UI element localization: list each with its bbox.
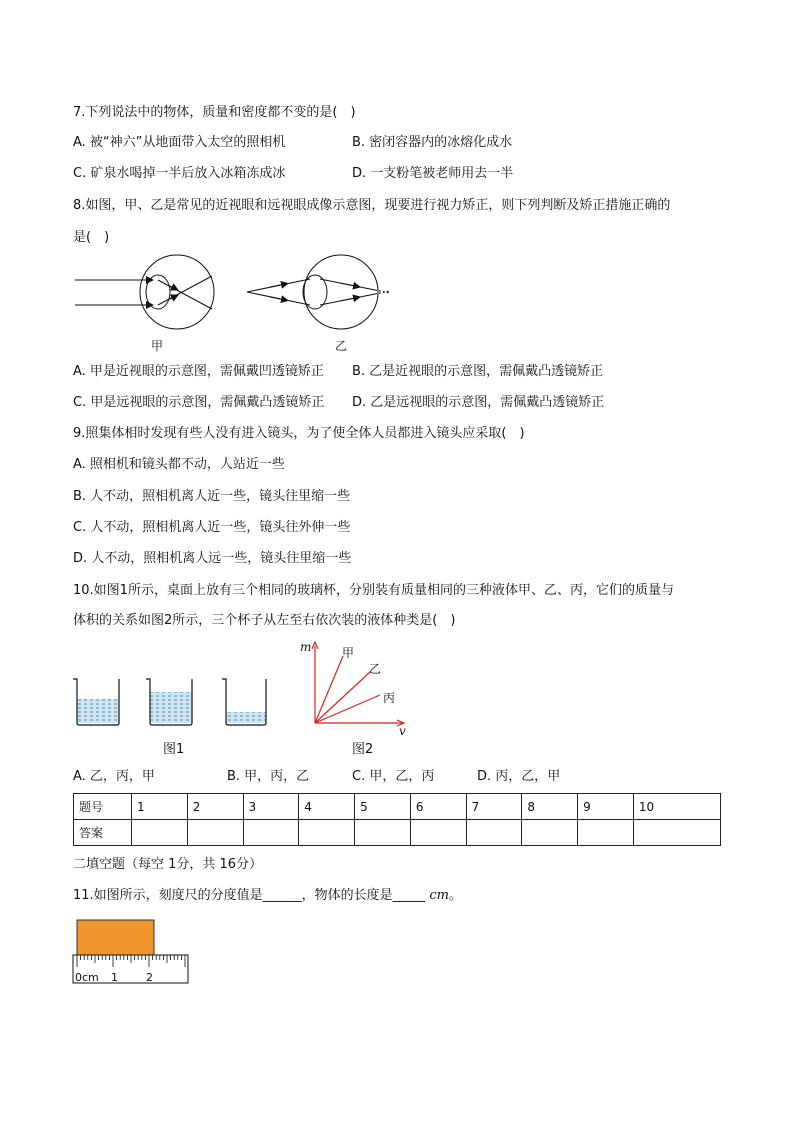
q11-stem bbox=[73, 888, 462, 904]
eye-jia bbox=[75, 255, 214, 329]
axis-m-label: m bbox=[300, 640, 312, 654]
question-number: 8 bbox=[522, 794, 578, 820]
q9-option-a: A. 照相机和镜头都不动，人站近一些 bbox=[73, 457, 285, 472]
answer-cell[interactable] bbox=[243, 820, 299, 846]
q10-option-b: B. 甲，丙，乙 bbox=[227, 769, 310, 784]
q8-option-d: D. 乙是远视眼的示意图，需佩戴凸透镜矫正 bbox=[352, 395, 605, 410]
row-label-answer: 答案 bbox=[74, 820, 132, 846]
q9-option-c: C. 人不动，照相机离人近一些，镜头往外伸一些 bbox=[73, 520, 351, 535]
ruler-label-2: 2 bbox=[146, 971, 153, 984]
question-number: 5 bbox=[355, 794, 411, 820]
line-jia-label: 甲 bbox=[342, 646, 355, 660]
answer-cell[interactable] bbox=[522, 820, 578, 846]
question-number: 3 bbox=[243, 794, 299, 820]
answer-cell[interactable] bbox=[578, 820, 634, 846]
q7-option-d: D. 一支粉笔被老师用去一半 bbox=[352, 166, 514, 181]
question-number: 2 bbox=[187, 794, 243, 820]
eye-diagram bbox=[70, 252, 410, 352]
q8-stem-line2: 是( ) bbox=[73, 230, 110, 245]
q8-option-a: A. 甲是近视眼的示意图，需佩戴凹透镜矫正 bbox=[73, 364, 324, 379]
answer-cell[interactable] bbox=[466, 820, 522, 846]
line-yi bbox=[315, 672, 370, 723]
ruler-label-1: 1 bbox=[111, 971, 118, 984]
section-2-heading: 二填空题（每空 1分，共 16分） bbox=[73, 857, 263, 872]
q8-option-c: C. 甲是远视眼的示意图，需佩戴凸透镜矫正 bbox=[73, 395, 325, 410]
beaker-right bbox=[222, 679, 266, 725]
question-number: 4 bbox=[299, 794, 355, 820]
q7-stem: 7.下列说法中的物体，质量和密度都不变的是( ) bbox=[73, 105, 356, 120]
q7-option-a: A. 被“神六”从地面带入太空的照相机 bbox=[73, 135, 286, 150]
question-number: 10 bbox=[633, 794, 720, 820]
q10-option-a: A. 乙，丙，甲 bbox=[73, 769, 155, 784]
q7-option-c: C. 矿泉水喝掉一半后放入冰箱冻成冰 bbox=[73, 166, 286, 181]
answer-cell[interactable] bbox=[187, 820, 243, 846]
fig1-caption: 图1 bbox=[163, 742, 185, 757]
question-number: 1 bbox=[132, 794, 188, 820]
q9-option-b: B. 人不动，照相机离人近一些，镜头往里缩一些 bbox=[73, 489, 351, 504]
line-bing-label: 丙 bbox=[383, 691, 396, 705]
beaker-left bbox=[73, 679, 119, 725]
q9-option-d: D. 人不动，照相机离人远一些，镜头往里缩一些 bbox=[73, 551, 352, 566]
eye-jia-label: 甲 bbox=[151, 339, 164, 353]
q10-option-d: D. 丙，乙，甲 bbox=[477, 769, 561, 784]
ruler-label-0: 0cm bbox=[75, 971, 99, 984]
table-row bbox=[74, 820, 721, 846]
line-yi-label: 乙 bbox=[369, 662, 382, 676]
beakers-figure bbox=[72, 674, 272, 730]
measured-object bbox=[77, 920, 154, 955]
fig2-caption: 图2 bbox=[352, 742, 374, 757]
q8-stem-line1: 8.如图，甲、乙是常见的近视眼和远视眼成像示意图，现要进行视力矫正，则下列判断及矫正措施正确的 bbox=[73, 198, 671, 213]
question-number: 7 bbox=[466, 794, 522, 820]
table-row bbox=[74, 794, 721, 820]
beaker-middle bbox=[146, 679, 192, 725]
q9-stem: 9.照集体相时发现有些人没有进入镜头，为了使全体人员都进入镜头应采取( ) bbox=[73, 426, 525, 441]
answer-cell[interactable] bbox=[355, 820, 411, 846]
axis-v-label: v bbox=[399, 724, 406, 738]
answer-cell[interactable] bbox=[633, 820, 720, 846]
answer-cell[interactable] bbox=[132, 820, 188, 846]
q11-unit: cm bbox=[429, 888, 449, 903]
eye-yi bbox=[247, 255, 390, 329]
q11-stem-text: 11.如图所示，刻度尺的分度值是______，物体的长度是_____ bbox=[73, 888, 430, 903]
question-number: 6 bbox=[410, 794, 466, 820]
eye-yi-label: 乙 bbox=[335, 339, 348, 353]
row-label-number: 题号 bbox=[74, 794, 132, 820]
answer-cell[interactable] bbox=[299, 820, 355, 846]
q7-option-b: B. 密闭容器内的冰熔化成水 bbox=[352, 135, 513, 150]
q8-option-b: B. 乙是近视眼的示意图，需佩戴凸透镜矫正 bbox=[352, 364, 604, 379]
mass-volume-graph bbox=[300, 640, 415, 740]
question-number: 9 bbox=[578, 794, 634, 820]
q10-stem-line2: 体积的关系如图2所示，三个杯子从左至右依次装的液体种类是( ) bbox=[73, 613, 456, 628]
q10-stem-line1: 10.如图1所示，桌面上放有三个相同的玻璃杯，分别装有质量相同的三种液体甲、乙、丙，它们的质量与 bbox=[73, 583, 674, 598]
q10-option-c: C. 甲，乙，丙 bbox=[352, 769, 435, 784]
answer-table bbox=[73, 793, 721, 846]
answer-cell[interactable] bbox=[410, 820, 466, 846]
q11-stem-end: 。 bbox=[448, 888, 462, 903]
